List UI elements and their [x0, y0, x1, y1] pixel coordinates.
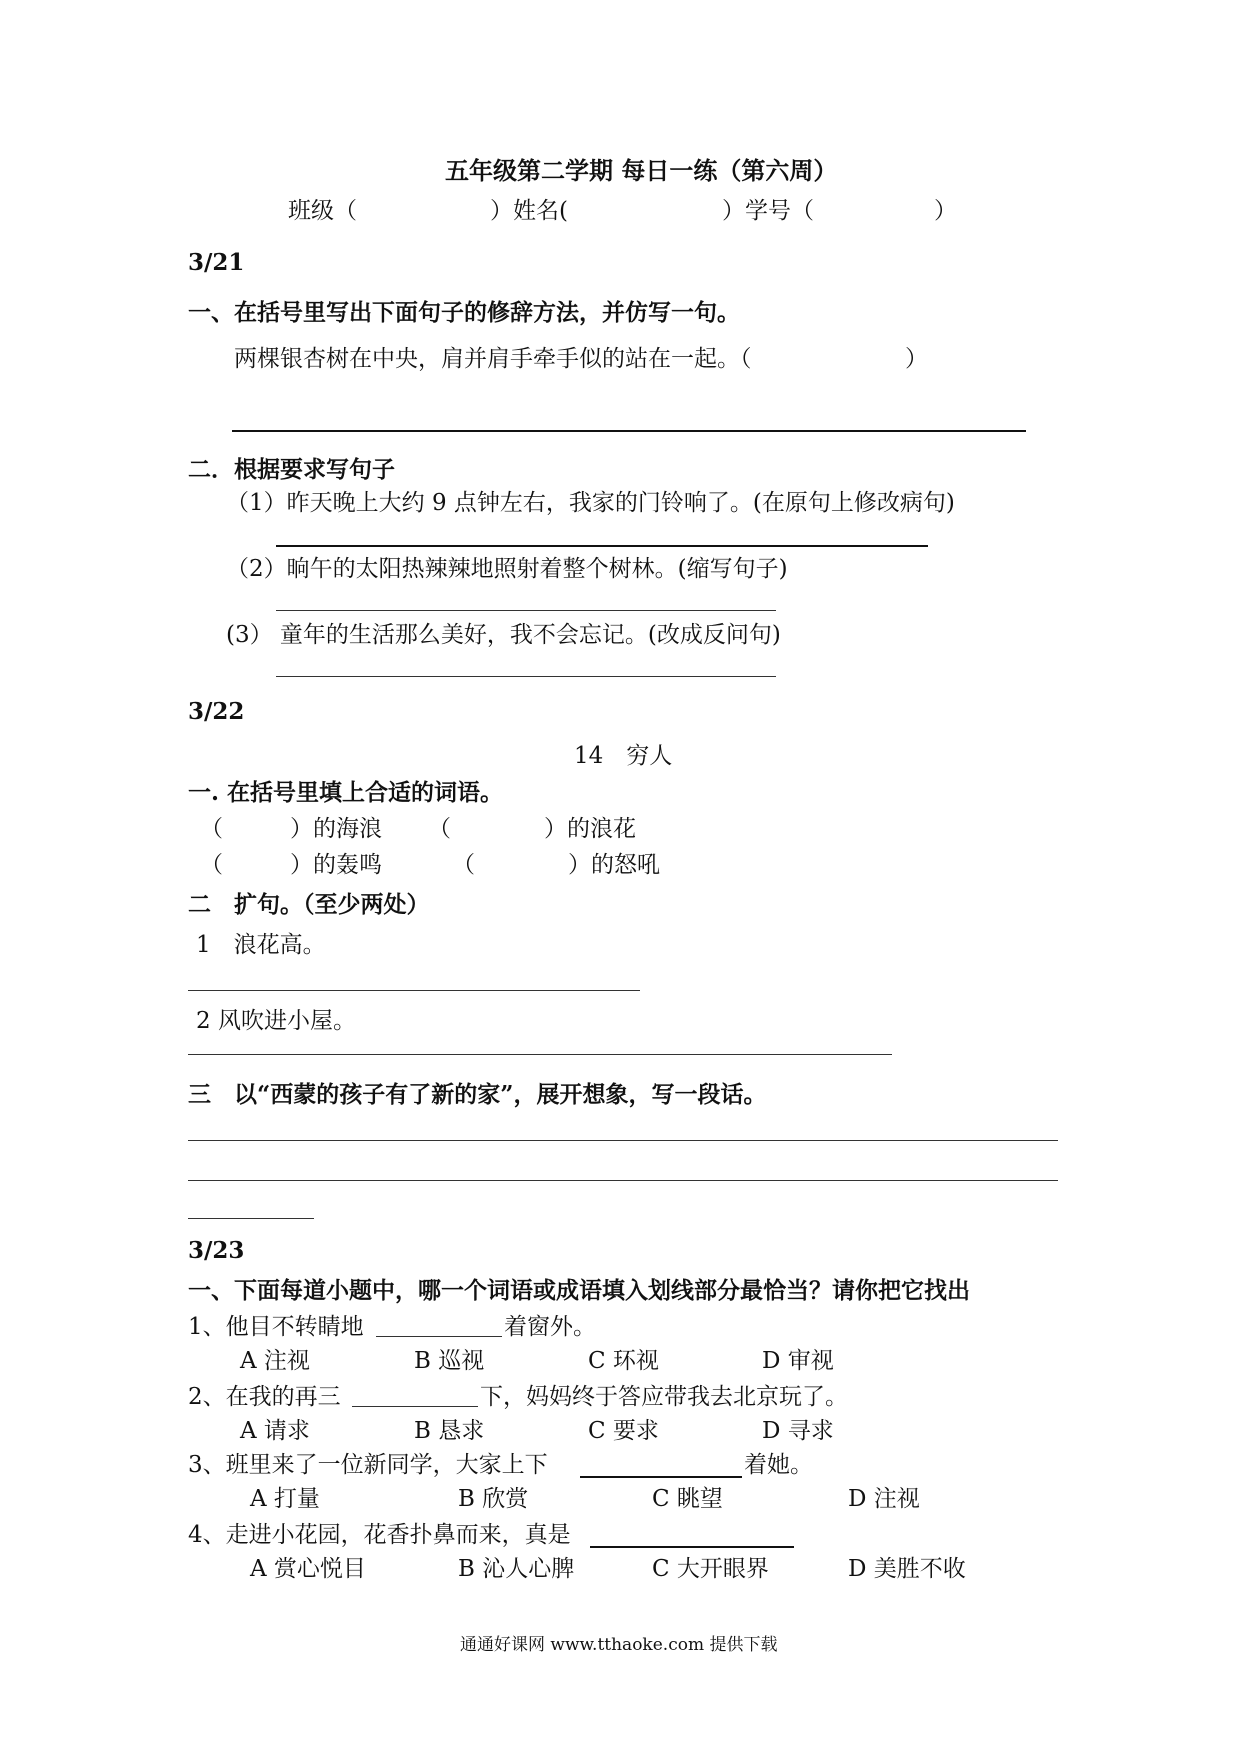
fill-close-4: ） — [568, 852, 591, 878]
blank-line — [352, 1406, 478, 1407]
day2-q3-title: 三 以“西蒙的孩子有了新的家”，展开想象，写一段话。 — [188, 1081, 767, 1108]
mc-option: D 审视 — [762, 1348, 834, 1374]
day2-q2-item-1: 1 浪花高。 — [196, 932, 326, 958]
fill-item-3: 的轰鸣 — [313, 852, 382, 878]
mc-option: D 寻求 — [762, 1418, 834, 1444]
mc-option: C 要求 — [588, 1418, 659, 1444]
mc-option: D 美胜不收 — [848, 1556, 966, 1582]
class-label: 班级（ — [288, 198, 357, 224]
answer-line — [188, 1180, 1058, 1181]
mc-option: D 注视 — [848, 1486, 920, 1512]
blank-line — [580, 1476, 742, 1478]
mc-option: C 大开眼界 — [652, 1556, 769, 1582]
day1-q2-item-2: （2）晌午的太阳热辣辣地照射着整个树林。(缩写句子) — [226, 556, 788, 582]
answer-line — [276, 676, 776, 677]
fill-close-3: ） — [290, 852, 313, 878]
day1-q2-item-1: （1）昨天晚上大约 9 点钟左右，我家的门铃响了。(在原句上修改病句) — [226, 490, 955, 516]
fill-open-1: （ — [200, 816, 223, 842]
mc-option: A 注视 — [240, 1348, 310, 1374]
answer-line — [276, 610, 776, 611]
fill-item-4: 的怒吼 — [591, 852, 660, 878]
footer-credit: 通通好课网 www.tthaoke.com 提供下载 — [460, 1635, 778, 1655]
fill-open-2: （ — [428, 816, 451, 842]
mc-option: B 恳求 — [414, 1418, 485, 1444]
mc-option: C 眺望 — [652, 1486, 723, 1512]
mc-option: B 巡视 — [414, 1348, 485, 1374]
day2-q1-title: 一. 在括号里填上合适的词语。 — [188, 779, 504, 806]
mc-question-2: 2、在我的再三 — [188, 1384, 341, 1410]
mc-question-1: 1、他目不转睛地 — [188, 1314, 364, 1340]
fill-open-3: （ — [200, 852, 223, 878]
fill-item-1: 的海浪 — [313, 816, 382, 842]
day3-q1-title: 一、下面每道小题中，哪一个词语或成语填入划线部分最恰当？请你把它找出 — [188, 1277, 970, 1304]
mc-question-1-end: 着窗外。 — [504, 1314, 596, 1340]
day2-q2-item-2: 2 风吹进小屋。 — [196, 1008, 356, 1034]
blank-line — [376, 1336, 502, 1337]
blank-line — [590, 1546, 794, 1548]
answer-line — [188, 990, 640, 991]
fill-close-2: ） — [544, 816, 567, 842]
day1-q2-item-3: (3） 童年的生活那么美好，我不会忘记。(改成反问句) — [226, 622, 781, 648]
mc-question-3: 3、班里来了一位新同学，大家上下 — [188, 1452, 548, 1478]
mc-option: B 欣赏 — [458, 1486, 529, 1512]
mc-option: B 沁人心脾 — [458, 1556, 575, 1582]
day1-q2-title: 二．根据要求写句子 — [188, 456, 395, 483]
answer-line — [188, 1054, 892, 1055]
date-3-22: 3/22 — [188, 698, 245, 725]
day2-q2-title: 二 扩句。（至少两处） — [188, 891, 430, 918]
answer-line — [232, 430, 1026, 432]
answer-line — [276, 545, 928, 547]
student-id-label: ）学号（ — [722, 198, 814, 224]
day1-q1-title: 一、在括号里写出下面句子的修辞方法，并仿写一句。 — [188, 299, 740, 326]
fill-close-1: ） — [290, 816, 313, 842]
mc-question-3-end: 着她。 — [744, 1452, 813, 1478]
answer-line — [188, 1140, 1058, 1141]
mc-option: A 打量 — [250, 1486, 320, 1512]
mc-option: A 请求 — [240, 1418, 310, 1444]
answer-line — [188, 1218, 314, 1219]
fill-item-2: 的浪花 — [567, 816, 636, 842]
mc-option: A 赏心悦目 — [250, 1556, 366, 1582]
student-id-close: ） — [934, 198, 957, 224]
fill-open-4: （ — [452, 852, 475, 878]
mc-option: C 环视 — [588, 1348, 659, 1374]
lesson-title: 14 穷人 — [574, 743, 673, 769]
date-3-23: 3/23 — [188, 1237, 245, 1264]
mc-question-2-end: 下，妈妈终于答应带我去北京玩了。 — [480, 1384, 848, 1410]
day1-q1-paren-close: ） — [905, 346, 928, 372]
mc-question-4: 4、走进小花园，花香扑鼻而来，真是 — [188, 1522, 571, 1548]
name-label: ）姓名( — [490, 198, 568, 224]
page-title: 五年级第二学期 每日一练（第六周） — [445, 156, 838, 185]
date-3-21: 3/21 — [188, 249, 245, 276]
day1-q1-sentence: 两棵银杏树在中央，肩并肩手牵手似的站在一起。（ — [234, 346, 752, 372]
